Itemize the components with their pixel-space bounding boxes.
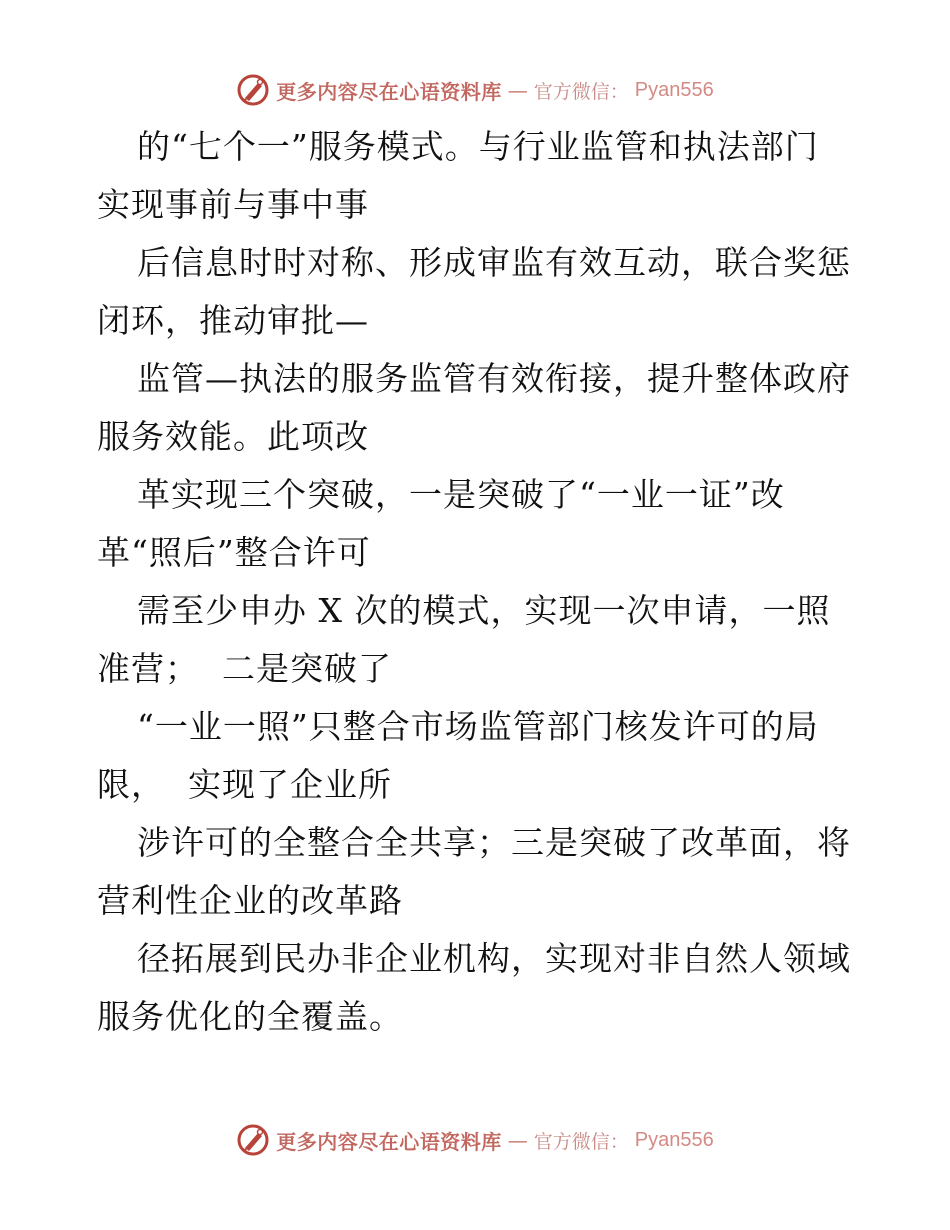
body-line: 的“七个一”服务模式。与行业监管和执法部门 bbox=[137, 127, 819, 166]
watermark-wechat-id: Pyan556 bbox=[634, 78, 714, 101]
pen-logo-icon bbox=[236, 1123, 270, 1157]
body-line: 革“照后”整合许可 bbox=[97, 533, 371, 572]
body-line: 革实现三个突破，一是突破了“一业一证”改 bbox=[137, 475, 785, 514]
body-line: 需至少申办 X 次的模式，实现一次申请，一照 bbox=[137, 591, 831, 630]
body-line: 营利性企业的改革路 bbox=[97, 881, 403, 920]
body-line: 服务效能。此项改 bbox=[97, 417, 369, 456]
footer-watermark bbox=[0, 1120, 950, 1160]
body-line: “一业一照”只整合市场监管部门核发许可的局 bbox=[137, 707, 819, 746]
document-body bbox=[97, 118, 857, 1046]
watermark-wechat-label: 官方微信： bbox=[533, 80, 629, 103]
watermark-wechat-id: Pyan556 bbox=[634, 1128, 714, 1151]
body-line: 监管—执法的服务监管有效衔接，提升整体政府 bbox=[137, 359, 851, 398]
watermark-dash: — bbox=[507, 1128, 528, 1152]
body-line: 实现事前与事中事 bbox=[97, 185, 369, 224]
pen-logo-icon bbox=[236, 73, 270, 107]
watermark-wechat-label: 官方微信： bbox=[533, 1130, 629, 1153]
watermark-title: 更多内容尽在心语资料库 bbox=[276, 1129, 502, 1154]
watermark-title: 更多内容尽在心语资料库 bbox=[276, 79, 502, 104]
body-line: 闭环，推动审批— bbox=[97, 301, 369, 340]
header-watermark bbox=[0, 70, 950, 110]
body-line: 涉许可的全整合全共享；三是突破了改革面，将 bbox=[137, 823, 851, 862]
body-line: 径拓展到民办非企业机构，实现对非自然人领域 bbox=[137, 939, 851, 978]
body-line: 后信息时时对称、形成审监有效互动，联合奖惩 bbox=[137, 243, 851, 282]
body-line: 服务优化的全覆盖。 bbox=[97, 997, 403, 1036]
body-line: 准营； 二是突破了 bbox=[97, 649, 392, 688]
watermark-dash: — bbox=[507, 78, 528, 102]
body-line: 限， 实现了企业所 bbox=[97, 765, 392, 804]
